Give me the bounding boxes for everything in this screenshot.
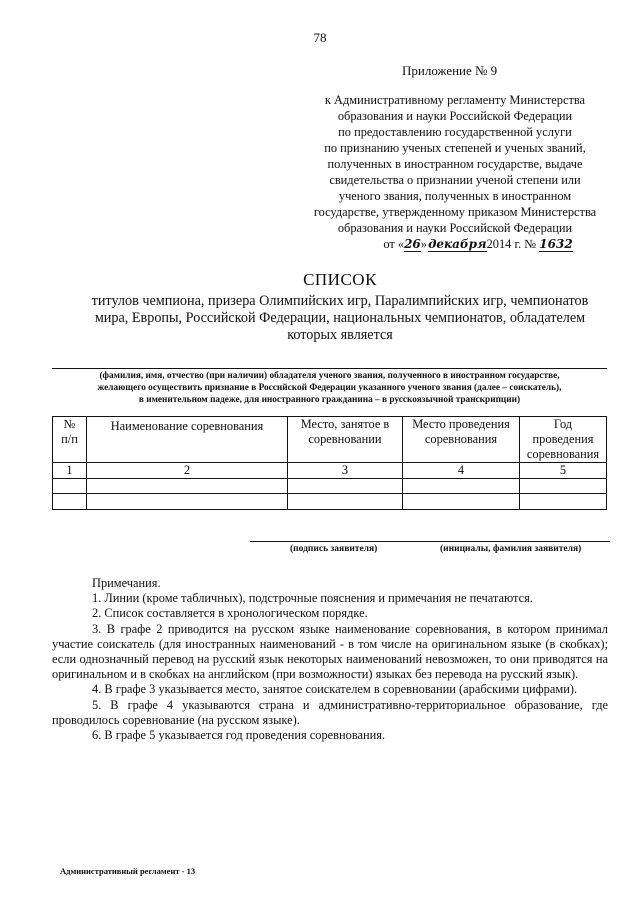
table-cell xyxy=(288,494,403,510)
table-header-row xyxy=(53,417,607,463)
note-item: 5. В графе 4 указываются страна и административно-территориальное образование, где проводилось соревнование (на русском языке). xyxy=(52,697,608,727)
header-cell-year: Год проведения соревнования xyxy=(520,417,607,463)
name-caption xyxy=(52,370,607,406)
order-day-close: » xyxy=(420,237,427,251)
header-cell-number: № п/п xyxy=(53,417,87,463)
table-cell xyxy=(53,479,87,494)
table-cell xyxy=(520,479,607,494)
header-cell-venue: Место проведения соревнования xyxy=(403,417,520,463)
reference-line: свидетельства о признании ученой степени или xyxy=(329,173,581,187)
order-year: 2014 г. № xyxy=(486,237,537,251)
column-number: 4 xyxy=(403,463,520,479)
reference-line: по признанию ученых степеней и ученых званий, xyxy=(324,141,586,155)
order-number: 1632 xyxy=(539,237,573,251)
subtitle-line: мира, Европы, Российской Федерации, национальных чемпионатов, обладателем xyxy=(94,310,586,326)
note-item: 4. В графе 3 указывается место, занятое соискателем в соревновании (арабскими цифрами). xyxy=(92,682,578,697)
reference-line: полученных в иностранном государстве, выдаче xyxy=(327,157,583,171)
table-cell xyxy=(87,494,288,510)
page-footer: Административный регламент - 13 xyxy=(60,866,196,876)
initials-line xyxy=(425,541,610,542)
note-item: 1. Линии (кроме табличных), подстрочные пояснения и примечания не печатаются. xyxy=(92,591,533,606)
caption-line: в именительном падеже, для иностранного гражданина – в русскоязычной транскрипции) xyxy=(138,395,521,405)
reference-line: к Административному регламенту Министерства xyxy=(324,93,586,107)
column-number: 3 xyxy=(288,463,403,479)
signature-line xyxy=(250,541,425,542)
order-date-line xyxy=(285,236,625,252)
list-subtitle xyxy=(40,293,640,344)
page-number: 78 xyxy=(313,30,327,45)
header-cell-place: Место, занятое в соревновании xyxy=(288,417,403,463)
notes-section xyxy=(52,576,608,743)
signature-caption: (подпись заявителя) xyxy=(290,544,378,554)
name-fill-line xyxy=(52,368,607,369)
order-day: 26 xyxy=(404,237,421,251)
caption-line: желающего осуществить признание в Российской Федерации указанного ученого звания (далее – соискатель), xyxy=(97,383,562,393)
initials-caption: (инициалы, фамилия заявителя) xyxy=(440,544,582,554)
reference-line: ученого звания, полученных в иностранном xyxy=(338,189,572,203)
table-row xyxy=(53,463,607,479)
column-number: 1 xyxy=(53,463,87,479)
appendix-label: Приложение № 9 xyxy=(402,63,498,78)
notes-heading: Примечания. xyxy=(92,576,161,590)
table-cell xyxy=(520,494,607,510)
reference-line: государстве, утвержденному приказом Министерства xyxy=(313,205,597,219)
note-item: 2. Список составляется в хронологическом порядке. xyxy=(92,606,368,621)
note-item: 3. В графе 2 приводится на русском языке наименование соревнования, в котором принимал участие соискатель (для иностранных наименований - в том числе на оригинальном языке (в скобках); если однозначный перевод на русский язык некоторых наименований невозможен, то они приводятся на оригинальном и в скобках на английском (при возможности) языках без перевода на русский язык). xyxy=(52,621,608,682)
reference-line: образования и науки Российской Федерации xyxy=(337,221,573,235)
column-number: 2 xyxy=(87,463,288,479)
note-item: 6. В графе 5 указывается год проведения соревнования. xyxy=(92,728,386,743)
order-month: декабря xyxy=(428,237,487,251)
reference-line: по предоставлению государственной услуги xyxy=(338,125,572,139)
reference-line: образования и науки Российской Федерации xyxy=(337,109,573,123)
header-cell-competition: Наименование соревнования xyxy=(87,417,288,463)
subtitle-line: титулов чемпиона, призера Олимпийских игр, Паралимпийских игр, чемпионатов xyxy=(91,293,589,309)
table-cell xyxy=(403,479,520,494)
table-cell xyxy=(288,479,403,494)
list-title: СПИСОК xyxy=(303,270,377,289)
column-number: 5 xyxy=(520,463,607,479)
table-cell xyxy=(87,479,288,494)
subtitle-line: которых является xyxy=(287,327,393,343)
table-row xyxy=(53,494,607,510)
table-cell xyxy=(403,494,520,510)
table-row xyxy=(53,479,607,494)
order-prefix: от « xyxy=(383,237,405,251)
caption-line: (фамилия, имя, отчество (при наличии) обладателя ученого звания, полученного в иностранном государстве, xyxy=(99,371,560,381)
table-cell xyxy=(53,494,87,510)
competitions-table xyxy=(52,416,607,510)
regulation-reference xyxy=(285,92,625,252)
